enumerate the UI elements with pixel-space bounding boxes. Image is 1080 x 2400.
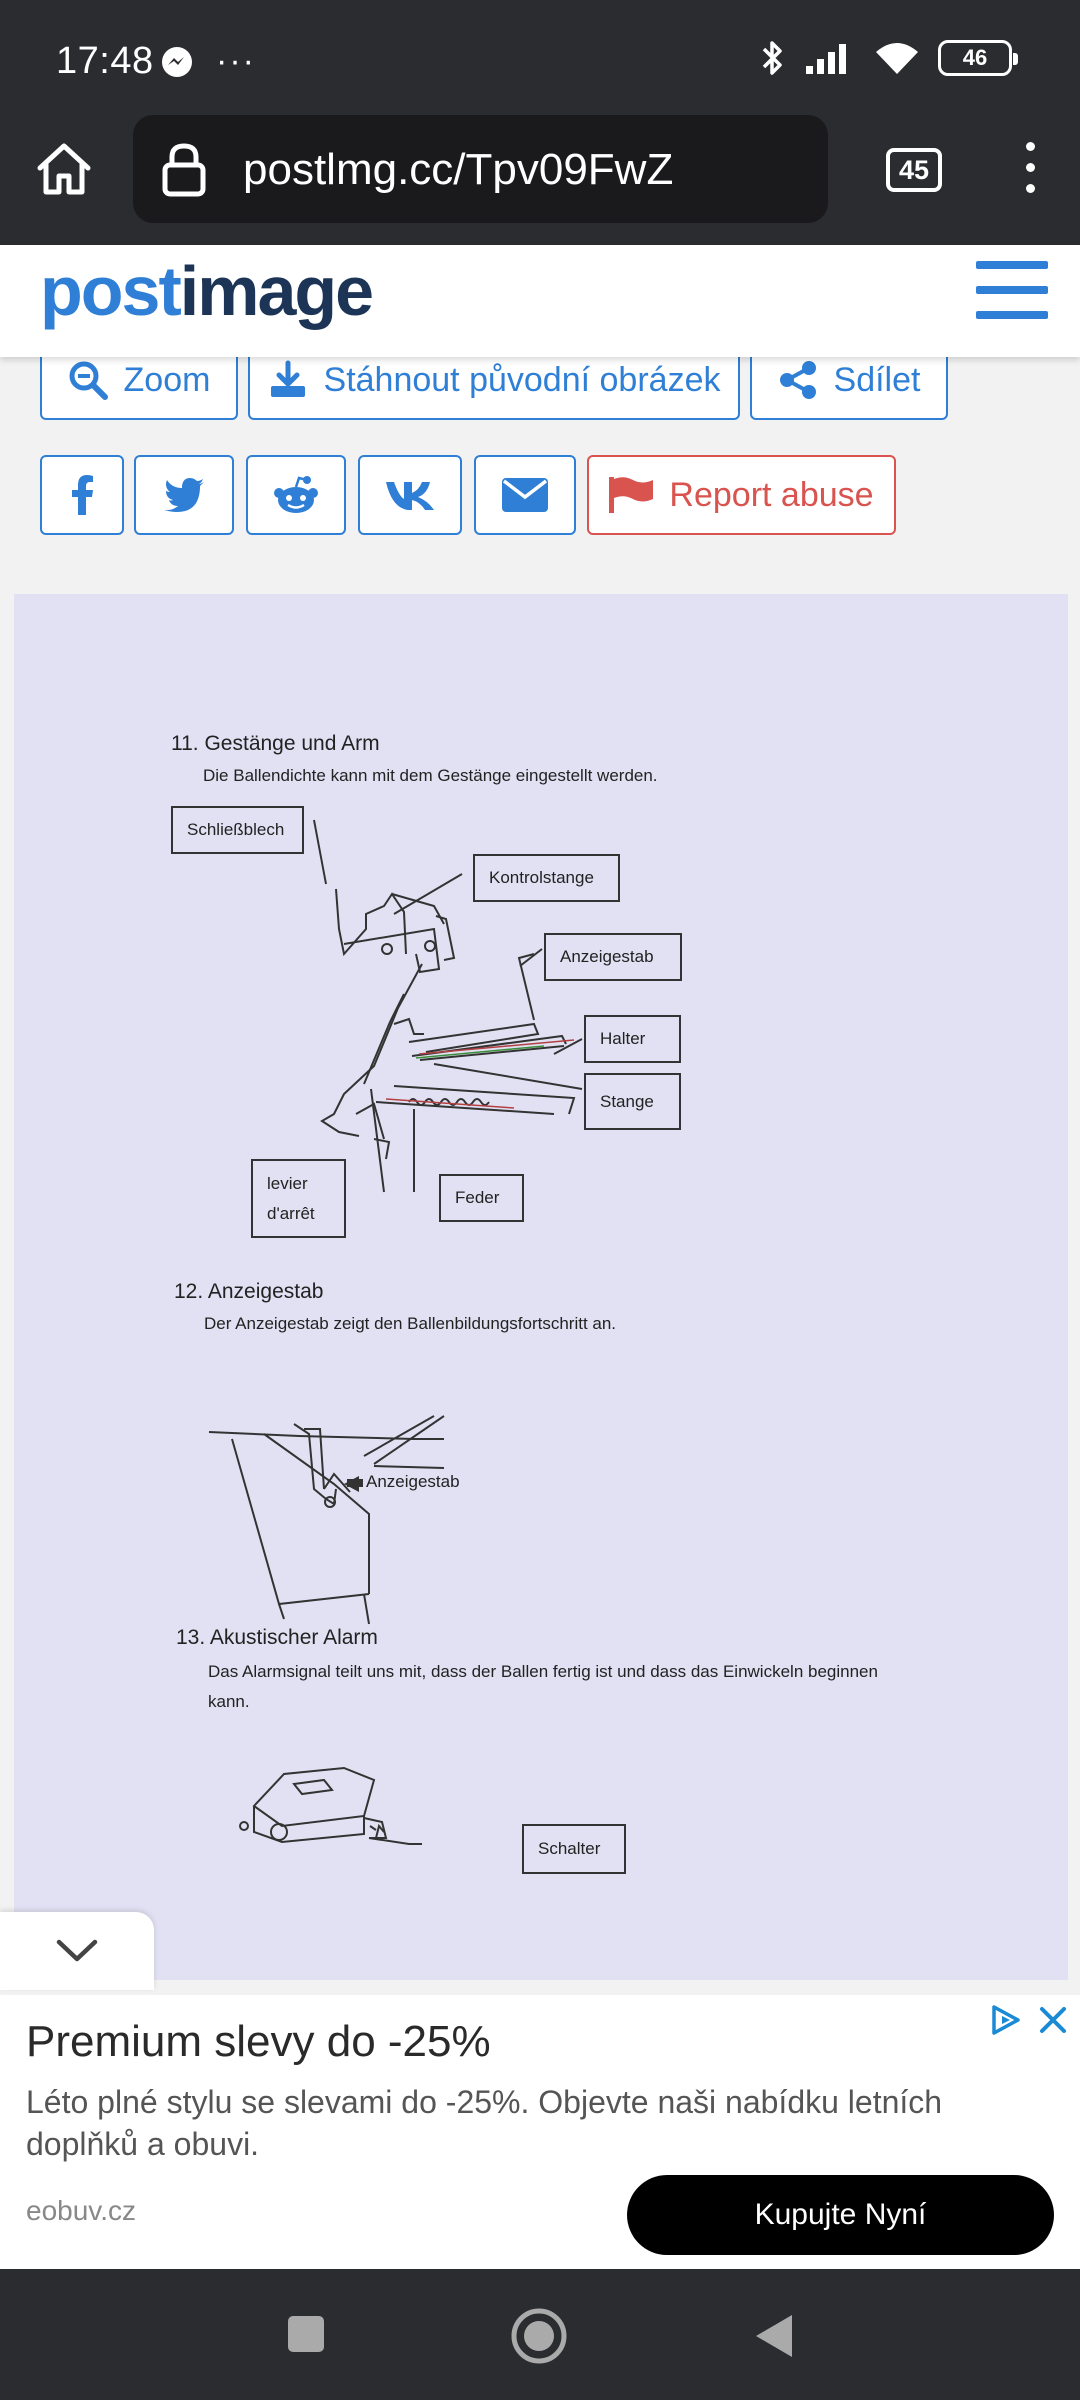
share-label: Sdílet xyxy=(833,360,921,399)
download-label: Stáhnout původní obrázek xyxy=(323,360,721,399)
section-13-description-line2: kann. xyxy=(208,1692,250,1711)
battery-indicator: 46 xyxy=(938,40,1012,76)
back-icon[interactable] xyxy=(752,2313,794,2359)
label-feder: Feder xyxy=(439,1174,524,1222)
label-levier-darret: levier d'arrêt xyxy=(251,1159,346,1238)
zoom-label: Zoom xyxy=(123,360,211,399)
ad-title[interactable]: Premium slevy do -25% xyxy=(26,2017,491,2066)
signal-icon xyxy=(804,40,856,76)
site-header xyxy=(0,245,1080,357)
status-overflow: ··· xyxy=(216,42,256,80)
adchoices-icon[interactable] xyxy=(988,2003,1022,2037)
section-11-title: 11. Gestänge und Arm xyxy=(171,732,380,755)
ad-banner[interactable] xyxy=(0,1995,1080,2269)
reddit-share-button[interactable] xyxy=(246,455,346,535)
home-icon[interactable] xyxy=(34,138,94,198)
scanned-document[interactable] xyxy=(14,594,1068,1980)
bluetooth-icon xyxy=(760,38,786,78)
label-halter: Halter xyxy=(584,1015,681,1063)
chevron-down-icon xyxy=(56,1938,98,1964)
facebook-share-button[interactable] xyxy=(40,455,124,535)
close-ad-icon[interactable] xyxy=(1036,2003,1070,2037)
browser-chrome xyxy=(0,0,1080,245)
section-13-description-line1: Das Alarmsignal teilt uns mit, dass der Ballen fertig ist und dass das Einwickeln beginnen xyxy=(208,1662,878,1681)
messenger-icon xyxy=(160,45,194,79)
label-schalter: Schalter xyxy=(522,1824,626,1874)
label-anzeigestab: Anzeigestab xyxy=(544,933,682,981)
hamburger-menu-icon[interactable] xyxy=(976,261,1048,319)
section-12-description: Der Anzeigestab zeigt den Ballenbildungsfortschritt an. xyxy=(204,1314,617,1333)
section-13-title: 13. Akustischer Alarm xyxy=(176,1626,378,1649)
status-time: 17:48 xyxy=(56,40,154,82)
anzeigestab-caption: Anzeigestab xyxy=(366,1472,460,1491)
postimage-logo[interactable]: postimage xyxy=(40,252,373,330)
status-right-icons xyxy=(760,38,1012,78)
lock-icon[interactable] xyxy=(161,143,207,197)
ad-controls xyxy=(988,2003,1070,2037)
vk-icon xyxy=(384,480,436,510)
home-nav-icon[interactable] xyxy=(510,2307,568,2365)
email-share-button[interactable] xyxy=(474,455,576,535)
twitter-icon xyxy=(164,478,204,512)
ad-domain: eobuv.cz xyxy=(26,2195,136,2226)
url-text[interactable]: postlmg.cc/Tpv09FwZ xyxy=(243,145,674,194)
system-nav-bar xyxy=(0,2269,1080,2400)
recents-icon[interactable] xyxy=(286,2314,326,2354)
share-icon xyxy=(778,360,818,400)
facebook-icon xyxy=(70,475,94,515)
label-kontrolstange: Kontrolstange xyxy=(473,854,620,902)
zoom-icon xyxy=(68,360,108,400)
address-bar[interactable] xyxy=(133,115,828,223)
report-abuse-button[interactable] xyxy=(587,455,896,535)
twitter-share-button[interactable] xyxy=(134,455,234,535)
reddit-icon xyxy=(273,475,319,515)
label-schliessblech: Schließblech xyxy=(171,806,304,854)
report-abuse-label: Report abuse xyxy=(669,475,874,514)
linkage-diagram xyxy=(14,594,1068,1980)
download-icon xyxy=(268,360,308,400)
section-12-title: 12. Anzeigestab xyxy=(174,1280,324,1303)
ad-cta-button[interactable]: Kupujte Nyní xyxy=(627,2175,1054,2255)
browser-menu-icon[interactable] xyxy=(1020,142,1040,196)
section-11-description: Die Ballendichte kann mit dem Gestänge eingestellt werden. xyxy=(203,766,658,785)
wifi-icon xyxy=(874,40,920,76)
email-icon xyxy=(502,478,548,512)
vk-share-button[interactable] xyxy=(358,455,462,535)
collapse-ad-button[interactable] xyxy=(0,1912,154,1990)
status-left-icons xyxy=(160,42,256,81)
label-stange: Stange xyxy=(584,1073,681,1130)
ad-description: Léto plné stylu se slevami do -25%. Objevte naši nabídku letních doplňků a obuvi. xyxy=(26,2084,943,2162)
flag-icon xyxy=(609,477,653,513)
tab-switcher-button[interactable]: 45 xyxy=(886,148,942,192)
